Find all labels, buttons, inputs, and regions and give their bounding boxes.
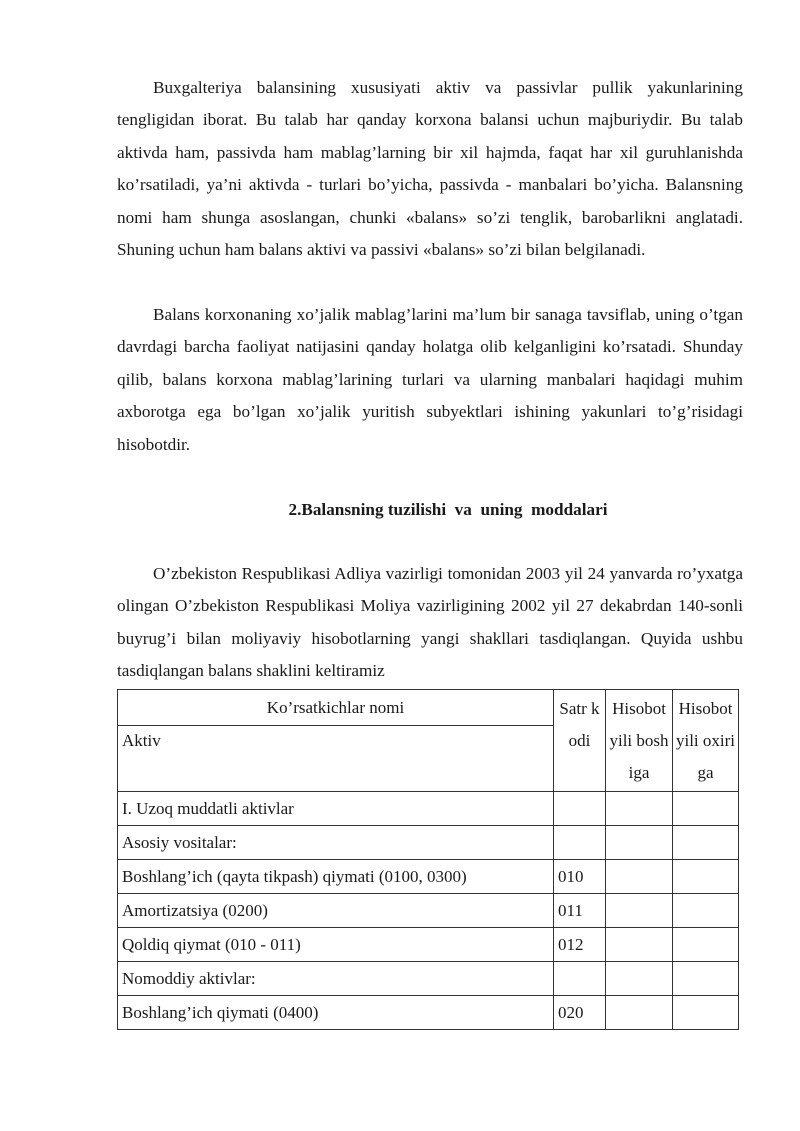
paragraph-regulation: O’zbekiston Respublikasi Adliya vazirligi tomonidan 2003 yil 24 yanvarda ro’yxatga olingan O’zbekiston Respublikasi Moliya vazirligining 2002 yil 27 dekabrdan 140-sonli buyrug’i bilan moliyaviy hisobotlarning yangi shakllari tasdiqlangan. Quyida ushbu tasdiqlangan balans shaklini keltiramiz	[117, 564, 743, 681]
row-start-value	[606, 792, 673, 826]
row-code: 010	[554, 860, 606, 894]
row-name: I. Uzoq muddatli aktivlar	[118, 792, 554, 826]
table-header-row	[118, 690, 739, 726]
row-name: Nomoddiy aktivlar:	[118, 962, 554, 996]
balance-table	[117, 689, 739, 1030]
header-aktiv: Aktiv	[118, 726, 554, 792]
row-code: 012	[554, 928, 606, 962]
row-end-value	[673, 928, 739, 962]
row-name: Amortizatsiya (0200)	[118, 894, 554, 928]
row-start-value	[606, 928, 673, 962]
paragraph-balance-definition: Balans korxonaning xo’jalik mablag’larini ma’lum bir sanaga tavsiflab, uning o’tgan davrdagi barcha faoliyat natijasini qanday holatga olib kelganligini ko’rsatadi. Shunday qilib, balans korxona mablag’larining turlari va ularning manbalari haqidagi muhim axborotga ega bo’lgan xo’jalik yuritish subyektlari ishining yakunlari to’g’risidagi hisobotdir.	[117, 305, 743, 454]
header-year-start: Hisobot yili boshiga	[606, 690, 673, 792]
row-name: Boshlang’ich qiymati (0400)	[118, 996, 554, 1030]
row-start-value	[606, 962, 673, 996]
table-row	[118, 826, 739, 860]
row-start-value	[606, 826, 673, 860]
table-row	[118, 928, 739, 962]
table-row	[118, 860, 739, 894]
row-code	[554, 792, 606, 826]
row-code: 020	[554, 996, 606, 1030]
row-name: Boshlang’ich (qayta tikpash) qiymati (0100, 0300)	[118, 860, 554, 894]
table-row	[118, 962, 739, 996]
row-end-value	[673, 996, 739, 1030]
row-start-value	[606, 860, 673, 894]
row-end-value	[673, 860, 739, 894]
header-year-end: Hisobot yili oxiriga	[673, 690, 739, 792]
row-code	[554, 826, 606, 860]
table-row	[118, 996, 739, 1030]
header-indicator-name: Ko’rsatkichlar nomi	[118, 690, 554, 726]
row-end-value	[673, 962, 739, 996]
row-name: Qoldiq qiymat (010 - 011)	[118, 928, 554, 962]
row-end-value	[673, 894, 739, 928]
row-start-value	[606, 996, 673, 1030]
table-row	[118, 894, 739, 928]
row-end-value	[673, 792, 739, 826]
paragraph-balance-feature: Buxgalteriya balansining xususiyati aktiv va passivlar pullik yakunlarining tengligidan iborat. Bu talab har qanday korxona balansi uchun majburiydir. Bu talab aktivda ham, passivda ham mablag’larning bir xil hajmda, faqat har xil guruhlanishda ko’rsatiladi, ya’ni aktivda - turlari bo’yicha, passivda - manbalari bo’yicha. Balansning nomi ham shunga asoslangan, chunki «balans» so’zi tenglik, barobarlikni anglatadi. Shuning uchun ham balans aktivi va passivi «balans» so’zi bilan belgilanadi.	[117, 78, 743, 260]
row-start-value	[606, 894, 673, 928]
header-line-code: Satr kodi	[554, 690, 606, 792]
row-code	[554, 962, 606, 996]
table-row	[118, 792, 739, 826]
row-end-value	[673, 826, 739, 860]
section-heading: 2.Balansning tuzilishi va uning moddalari	[288, 500, 608, 519]
row-name: Asosiy vositalar:	[118, 826, 554, 860]
row-code: 011	[554, 894, 606, 928]
